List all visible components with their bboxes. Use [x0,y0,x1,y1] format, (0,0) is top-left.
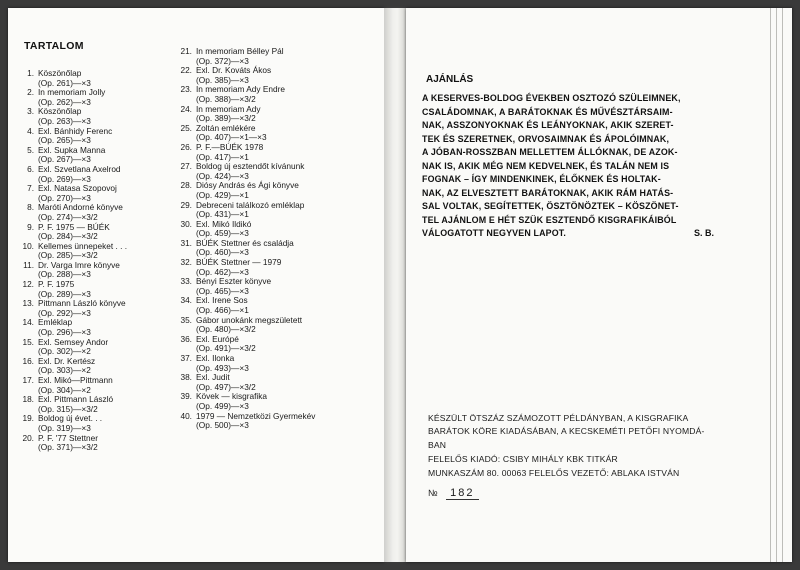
toc-entry-number: 35. [180,314,192,325]
toc-entry-title: Exl. Bánhidy Ferenc [38,125,113,136]
number-prefix: № [428,488,438,498]
toc-entry-number: 19. [22,413,34,424]
toc-entry [18,395,188,414]
toc-entry-number: 20. [22,432,34,443]
dedication-line: NAK, ASSZONYOKNAK ÉS LEÁNYOKNAK, AKIK SZERET- [422,120,674,130]
toc-entry [176,392,372,411]
toc-entry-number: 12. [22,279,34,290]
dedication-line: SAL VOLTAK, SEGÍTETTEK, ÖSZTÖNÖZTEK – KÖSZÖNET- [422,201,679,211]
toc-entry-title: In memoriam Ady [196,103,261,114]
toc-entry-number: 17. [22,375,34,385]
toc-entry-opus: (Op. 431)—×1 [196,209,249,220]
toc-entry-opus: (Op. 315)—×3/2 [38,403,98,414]
toc-entry-number: 11. [23,259,34,270]
toc-entry-title: Debreceni találkozó emléklap [196,199,305,210]
toc-entry-opus: (Op. 491)—×3/2 [196,343,256,354]
toc-entry-number: 7. [27,183,34,194]
toc-entry [176,296,372,315]
dedication-line: TEK ÉS SZERETNEK, ORVOSAIMNAK ÉS ÁPOLÓIMNAK, [422,133,670,144]
toc-entry-number: 31. [180,237,192,248]
toc-entry [18,318,188,337]
dedication-line: A KESERVES-BOLDOG ÉVEKBEN OSZTOZÓ SZÜLEIMNEK, [422,93,681,103]
toc-entry-title: Exl. Semsey Andor [38,336,109,347]
toc-entry-opus: (Op. 497)—×3/2 [196,381,256,392]
toc-entry-number: 6. [27,163,34,174]
toc-entry-title: P. F. '77 Stettner [38,432,99,443]
toc-entry-title: Köszönőlap [38,68,82,78]
toc-entry-title: Exl. Európé [196,333,239,344]
toc-entry-opus: (Op. 285)—×3/2 [38,250,98,261]
toc-title: TARTALOM [24,40,84,52]
toc-entry [18,127,188,146]
toc-entry [18,299,188,318]
toc-entry-opus: (Op. 465)—×3 [196,285,249,296]
toc-entry [176,335,372,354]
toc-entry-opus: (Op. 429)—×1 [196,189,249,200]
toc-entry [18,414,188,433]
toc-entry-opus: (Op. 262)—×3 [38,96,91,107]
toc-entry [18,242,188,261]
toc-entry-opus: (Op. 480)—×3/2 [196,324,256,335]
toc-entry [176,181,372,200]
toc-entry-opus: (Op. 270)—×3 [38,192,91,203]
toc-entry-title: Dr. Varga Imre könyve [38,259,120,270]
toc-entry-number: 16. [22,355,34,366]
toc-entry-opus: (Op. 304)—×2 [38,384,91,395]
toc-entry-title: Exl. Supka Manna [38,144,106,155]
toc-entry-number: 13. [22,298,34,309]
toc-entry-number: 10. [22,240,34,251]
toc-entry-opus: (Op. 372)—×3 [196,55,249,66]
toc-entry [176,354,372,373]
toc-entry [18,203,188,222]
toc-entry-opus: (Op. 462)—×3 [196,266,249,277]
colophon [428,412,728,480]
toc-entry-title: P. F. 1975 [38,279,75,290]
toc-entry [18,69,188,88]
toc-entry [176,143,372,162]
dedication-line: A JÓBAN-ROSSZBAN MELLETTEM ÁLLÓKNAK, DE AZOK- [422,147,678,157]
toc-entry-number: 30. [180,218,192,229]
page-edge [770,8,771,562]
toc-entry-opus: (Op. 499)—×3 [196,400,249,411]
toc-entry [176,412,372,431]
toc-entry-title: In memoriam Bélley Pál [196,46,284,56]
toc-entry-title: Exl. Mikó Ildikó [196,218,252,229]
toc-entry-number: 21. [180,46,192,56]
toc-entry-number: 32. [180,257,192,268]
toc-entry-title: Exl. Ilonka [196,353,235,363]
colophon-line: BAN [428,439,447,450]
toc-entry-opus: (Op. 389)—×3/2 [196,113,256,124]
toc-entry-title: Kellemes ünnepeket . . . [38,240,128,251]
toc-entry [176,220,372,239]
toc-entry-number: 28. [180,180,192,191]
toc-entry [18,280,188,299]
toc-entry-number: 33. [180,276,192,287]
toc-entry-opus: (Op. 284)—×3/2 [38,231,98,242]
toc-entry-number: 1. [27,68,34,78]
toc-entry-opus: (Op. 407)—×1—×3 [196,132,267,143]
toc-entry-opus: (Op. 274)—×3/2 [38,211,98,222]
dedication-title: AJÁNLÁS [426,74,474,85]
toc-entry [176,162,372,181]
toc-entry-opus: (Op. 424)—×3 [196,170,249,181]
toc-entry-title: BÚÉK Stettner és családja [196,237,294,248]
toc-entry-opus: (Op. 265)—×3 [38,135,91,146]
toc-entry-opus: (Op. 493)—×3 [196,362,249,373]
toc-entry-number: 15. [22,336,34,347]
toc-column-2 [176,47,372,431]
dedication-text [422,92,724,241]
toc-entry-title: Pittmann László könyve [38,298,126,309]
toc-entry-title: In memoriam Ady Endre [196,84,285,95]
toc-entry-opus: (Op. 303)—×2 [38,365,91,376]
toc-entry-title: P. F.—BÚÉK 1978 [196,141,264,152]
dedication-line: VÁLOGATOTT NEGYVEN LAPOT. [422,228,566,238]
toc-entry-title: Exl. Szvetlana Axelrod [38,163,121,174]
toc-entry-number: 23. [180,84,192,95]
toc-entry [18,338,188,357]
toc-entry [176,277,372,296]
page-edge [776,8,777,562]
toc-entry-number: 34. [180,295,192,306]
toc-entry-title: In memoriam Jolly [38,87,106,98]
toc-entry-number: 29. [180,199,192,210]
toc-entry-number: 26. [180,141,192,152]
toc-entry [18,88,188,107]
toc-entry-title: Maróti Andorné könyve [38,202,123,213]
toc-entry-number: 2. [27,87,34,98]
toc-entry-title: Emléklap [38,317,73,328]
toc-entry-number: 14. [22,317,34,328]
toc-entry-opus: (Op. 385)—×3 [196,74,249,85]
toc-entry-number: 9. [27,221,34,232]
toc-entry [18,261,188,280]
toc-entry-number: 38. [180,372,192,383]
dedication-line: NAK, AZ ELVESZTETT BARÁTOKNAK, AKIK RÁM HATÁS- [422,187,674,198]
toc-entry-title: Boldog új esztendőt kívánunk [196,161,305,172]
toc-entry [176,239,372,258]
toc-entry [18,146,188,165]
toc-entry [18,434,188,453]
book-gutter [384,8,406,562]
toc-entry-number: 37. [180,353,192,363]
toc-entry-title: Gábor unokánk megszületett [196,314,303,325]
toc-entry-title: 1979 — Nemzetközi Gyermekév [196,410,316,421]
toc-column-1 [18,69,188,453]
toc-entry [18,165,188,184]
toc-entry-opus: (Op. 289)—×3 [38,288,91,299]
toc-entry-title: Diósy András és Ági könyve [196,180,299,191]
toc-entry-number: 22. [180,65,192,76]
copy-number [428,487,479,500]
colophon-line: FELELŐS KIADÓ: CSIBY MIHÁLY KBK TITKÁR [428,454,618,465]
number-value: 182 [446,487,478,500]
dedication-line: NAK IS, AKIK MÉG NEM KEDVELNEK, ÉS TALÁN NEM IS [422,160,670,171]
toc-entry-title: Boldog új évet. . . [38,413,103,424]
toc-entry-opus: (Op. 460)—×3 [196,247,249,258]
toc-entry-title: Exl. Dr. Kertész [38,355,96,366]
toc-entry [176,105,372,124]
toc-entry-title: Exl. Irene Sos [196,295,248,306]
toc-entry-title: BÚÉK Stettner — 1979 [196,257,282,268]
toc-entry [176,316,372,335]
toc-entry-number: 24. [180,103,192,114]
toc-entry [18,223,188,242]
toc-entry [176,258,372,277]
toc-entry-number: 8. [27,202,34,213]
dedication-line: TEL AJÁNLOM E HÉT SZÜK ESZTENDŐ KISGRAFIKÁIBÓL [422,214,677,225]
toc-entry-number: 40. [180,410,192,421]
toc-entry-opus: (Op. 261)—×3 [38,77,91,88]
toc-entry-number: 36. [180,333,192,344]
toc-entry [18,184,188,203]
toc-entry [18,376,188,395]
toc-entry-opus: (Op. 500)—×3 [196,420,249,431]
toc-entry-title: Exl. Mikó—Pittmann [38,375,113,385]
toc-entry-opus: (Op. 466)—×1 [196,305,249,316]
toc-entry-opus: (Op. 388)—×3/2 [196,93,256,104]
toc-entry-number: 39. [180,391,192,402]
toc-entry-title: P. F. 1975 — BÚÉK [38,221,110,232]
toc-entry [176,66,372,85]
dedication-line: CSALÁDOMNAK, A BARÁTOKNAK ÉS MŰVÉSZTÁRSAIM- [422,106,673,117]
toc-entry [176,47,372,66]
toc-entry-opus: (Op. 267)—×3 [38,154,91,165]
toc-entry-opus: (Op. 269)—×3 [38,173,91,184]
toc-entry-number: 27. [180,161,192,172]
toc-entry-opus: (Op. 302)—×2 [38,346,91,357]
colophon-line: MUNKASZÁM 80. 00063 FELELŐS VEZETŐ: ABLAKA ISTVÁN [428,467,680,478]
colophon-line: BARÁTOK KÖRE KIADÁSÁBAN, A KECSKEMÉTI PETŐFI NYOMDÁ- [428,426,705,437]
toc-entry-number: 25. [180,122,192,133]
page-edge [782,8,783,562]
toc-entry-title: Köszönőlap [38,106,82,117]
toc-entry-number: 18. [22,394,34,405]
colophon-line: KÉSZÜLT ÖTSZÁZ SZÁMOZOTT PÉLDÁNYBAN, A KISGRAFIKA [428,413,689,423]
toc-entry-opus: (Op. 288)—×3 [38,269,91,280]
toc-entry [18,357,188,376]
toc-entry-number: 5. [27,144,34,155]
toc-entry-opus: (Op. 263)—×3 [38,115,91,126]
toc-entry-title: Zoltán emlékére [196,122,256,133]
toc-entry-opus: (Op. 292)—×3 [38,307,91,318]
toc-entry [18,107,188,126]
toc-entry-title: Bényi Eszter könyve [196,276,272,287]
toc-entry-opus: (Op. 319)—×3 [38,422,91,433]
toc-entry [176,85,372,104]
toc-entry [176,201,372,220]
toc-entry [176,373,372,392]
toc-entry-opus: (Op. 371)—×3/2 [38,442,98,453]
toc-entry-title: Exl. Judit [196,372,230,383]
toc-entry-opus: (Op. 417)—×1 [196,151,249,162]
toc-entry-title: Exl. Pittmann László [38,394,114,405]
toc-entry-opus: (Op. 459)—×3 [196,228,249,239]
dedication-signature: S. B. [694,228,715,238]
toc-entry-title: Kövek — kisgrafika [196,391,268,402]
toc-entry-title: Exl. Natasa Szopovoj [38,183,117,194]
dedication-line: FOGNAK – ÍGY MINDENKINEK, ÉLŐKNEK ÉS HOLTAK- [422,174,661,184]
toc-entry-title: Exl. Dr. Kováts Ákos [196,65,272,76]
toc-entry-number: 4. [27,125,34,136]
toc-entry [176,124,372,143]
toc-entry-opus: (Op. 296)—×3 [38,327,91,338]
toc-entry-number: 3. [27,106,34,117]
